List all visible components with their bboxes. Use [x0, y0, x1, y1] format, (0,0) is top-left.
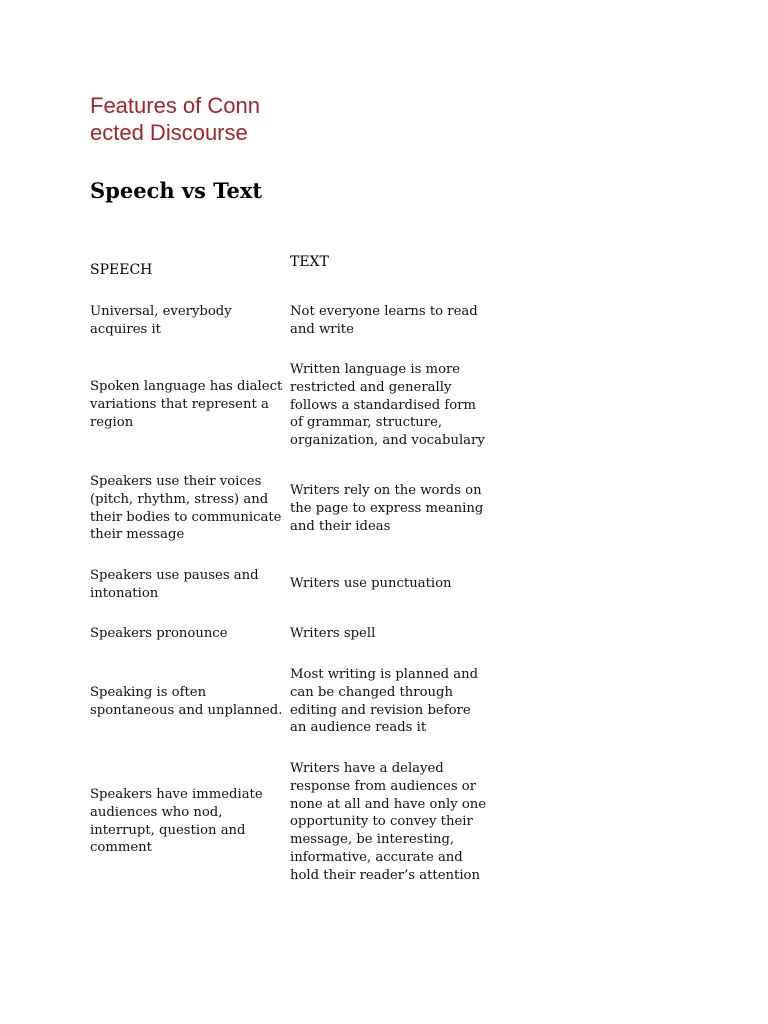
cell-line: acquires it: [90, 321, 161, 337]
cell-line: their bodies to communicate: [90, 509, 282, 525]
cell-line: spontaneous and unplanned.: [90, 702, 283, 718]
cell-line: and write: [290, 321, 354, 337]
cell-line: editing and revision before: [290, 702, 471, 718]
cell-line: Writers use punctuation: [290, 576, 452, 591]
cell-line: follows a standardised form: [290, 397, 477, 413]
cell-line: (pitch, rhythm, stress) and: [90, 491, 269, 507]
cell-line: Universal, everybody: [90, 304, 232, 319]
page-title: [90, 92, 270, 146]
text-cell: [290, 666, 490, 737]
title-line: ected Discourse: [90, 120, 248, 145]
text-cell: [290, 361, 490, 450]
cell-line: opportunity to convey their: [290, 814, 473, 830]
cell-line: restricted and generally: [290, 379, 452, 395]
cell-line: audiences who nod,: [90, 804, 223, 820]
cell-line: Speakers pronounce: [90, 626, 228, 641]
cell-line: Writers spell: [290, 626, 376, 641]
text-cell: [290, 482, 490, 535]
cell-line: Writers rely on the words on: [290, 483, 482, 498]
cell-line: Speakers use their voices: [90, 474, 262, 489]
speech-cell: [90, 684, 286, 720]
speech-cell: [90, 303, 286, 339]
cell-line: Not everyone learns to read: [290, 304, 478, 319]
cell-line: and their ideas: [290, 518, 391, 534]
speech-cell: [90, 378, 286, 431]
text-column-header: TEXT: [290, 254, 329, 270]
text-cell: [290, 303, 490, 339]
text-cell: [290, 575, 490, 593]
title-line: Features of Conn: [90, 93, 260, 118]
speech-cell: [90, 567, 286, 603]
cell-line: Most writing is planned and: [290, 667, 479, 682]
cell-line: organization, and vocabulary: [290, 433, 485, 449]
speech-cell: [90, 473, 286, 544]
cell-line: Spoken language has dialect: [90, 379, 283, 394]
speech-cell: [90, 625, 286, 643]
cell-line: an audience reads it: [290, 720, 427, 736]
cell-line: Written language is more: [290, 362, 461, 377]
cell-line: response from audiences or: [290, 778, 477, 794]
text-cell: [290, 760, 490, 885]
cell-line: Speakers have immediate: [90, 787, 263, 802]
text-cell: [290, 625, 490, 643]
cell-line: their message: [90, 527, 185, 543]
cell-line: comment: [90, 840, 152, 856]
cell-line: informative, accurate and: [290, 849, 463, 865]
cell-line: none at all and have only one: [290, 796, 487, 812]
cell-line: Speaking is often: [90, 685, 207, 700]
cell-line: intonation: [90, 585, 159, 601]
speech-column-header: SPEECH: [90, 262, 153, 278]
cell-line: message, be interesting,: [290, 832, 455, 848]
cell-line: interrupt, question and: [90, 822, 246, 838]
cell-line: Writers have a delayed: [290, 761, 444, 776]
cell-line: the page to express meaning: [290, 500, 484, 516]
speech-cell: [90, 786, 286, 857]
cell-line: region: [90, 414, 134, 430]
cell-line: hold their reader’s attention: [290, 867, 480, 883]
section-heading: Speech vs Text: [90, 178, 263, 203]
cell-line: variations that represent a: [90, 396, 269, 412]
cell-line: can be changed through: [290, 684, 453, 700]
cell-line: of grammar, structure,: [290, 415, 443, 431]
cell-line: Speakers use pauses and: [90, 568, 259, 583]
